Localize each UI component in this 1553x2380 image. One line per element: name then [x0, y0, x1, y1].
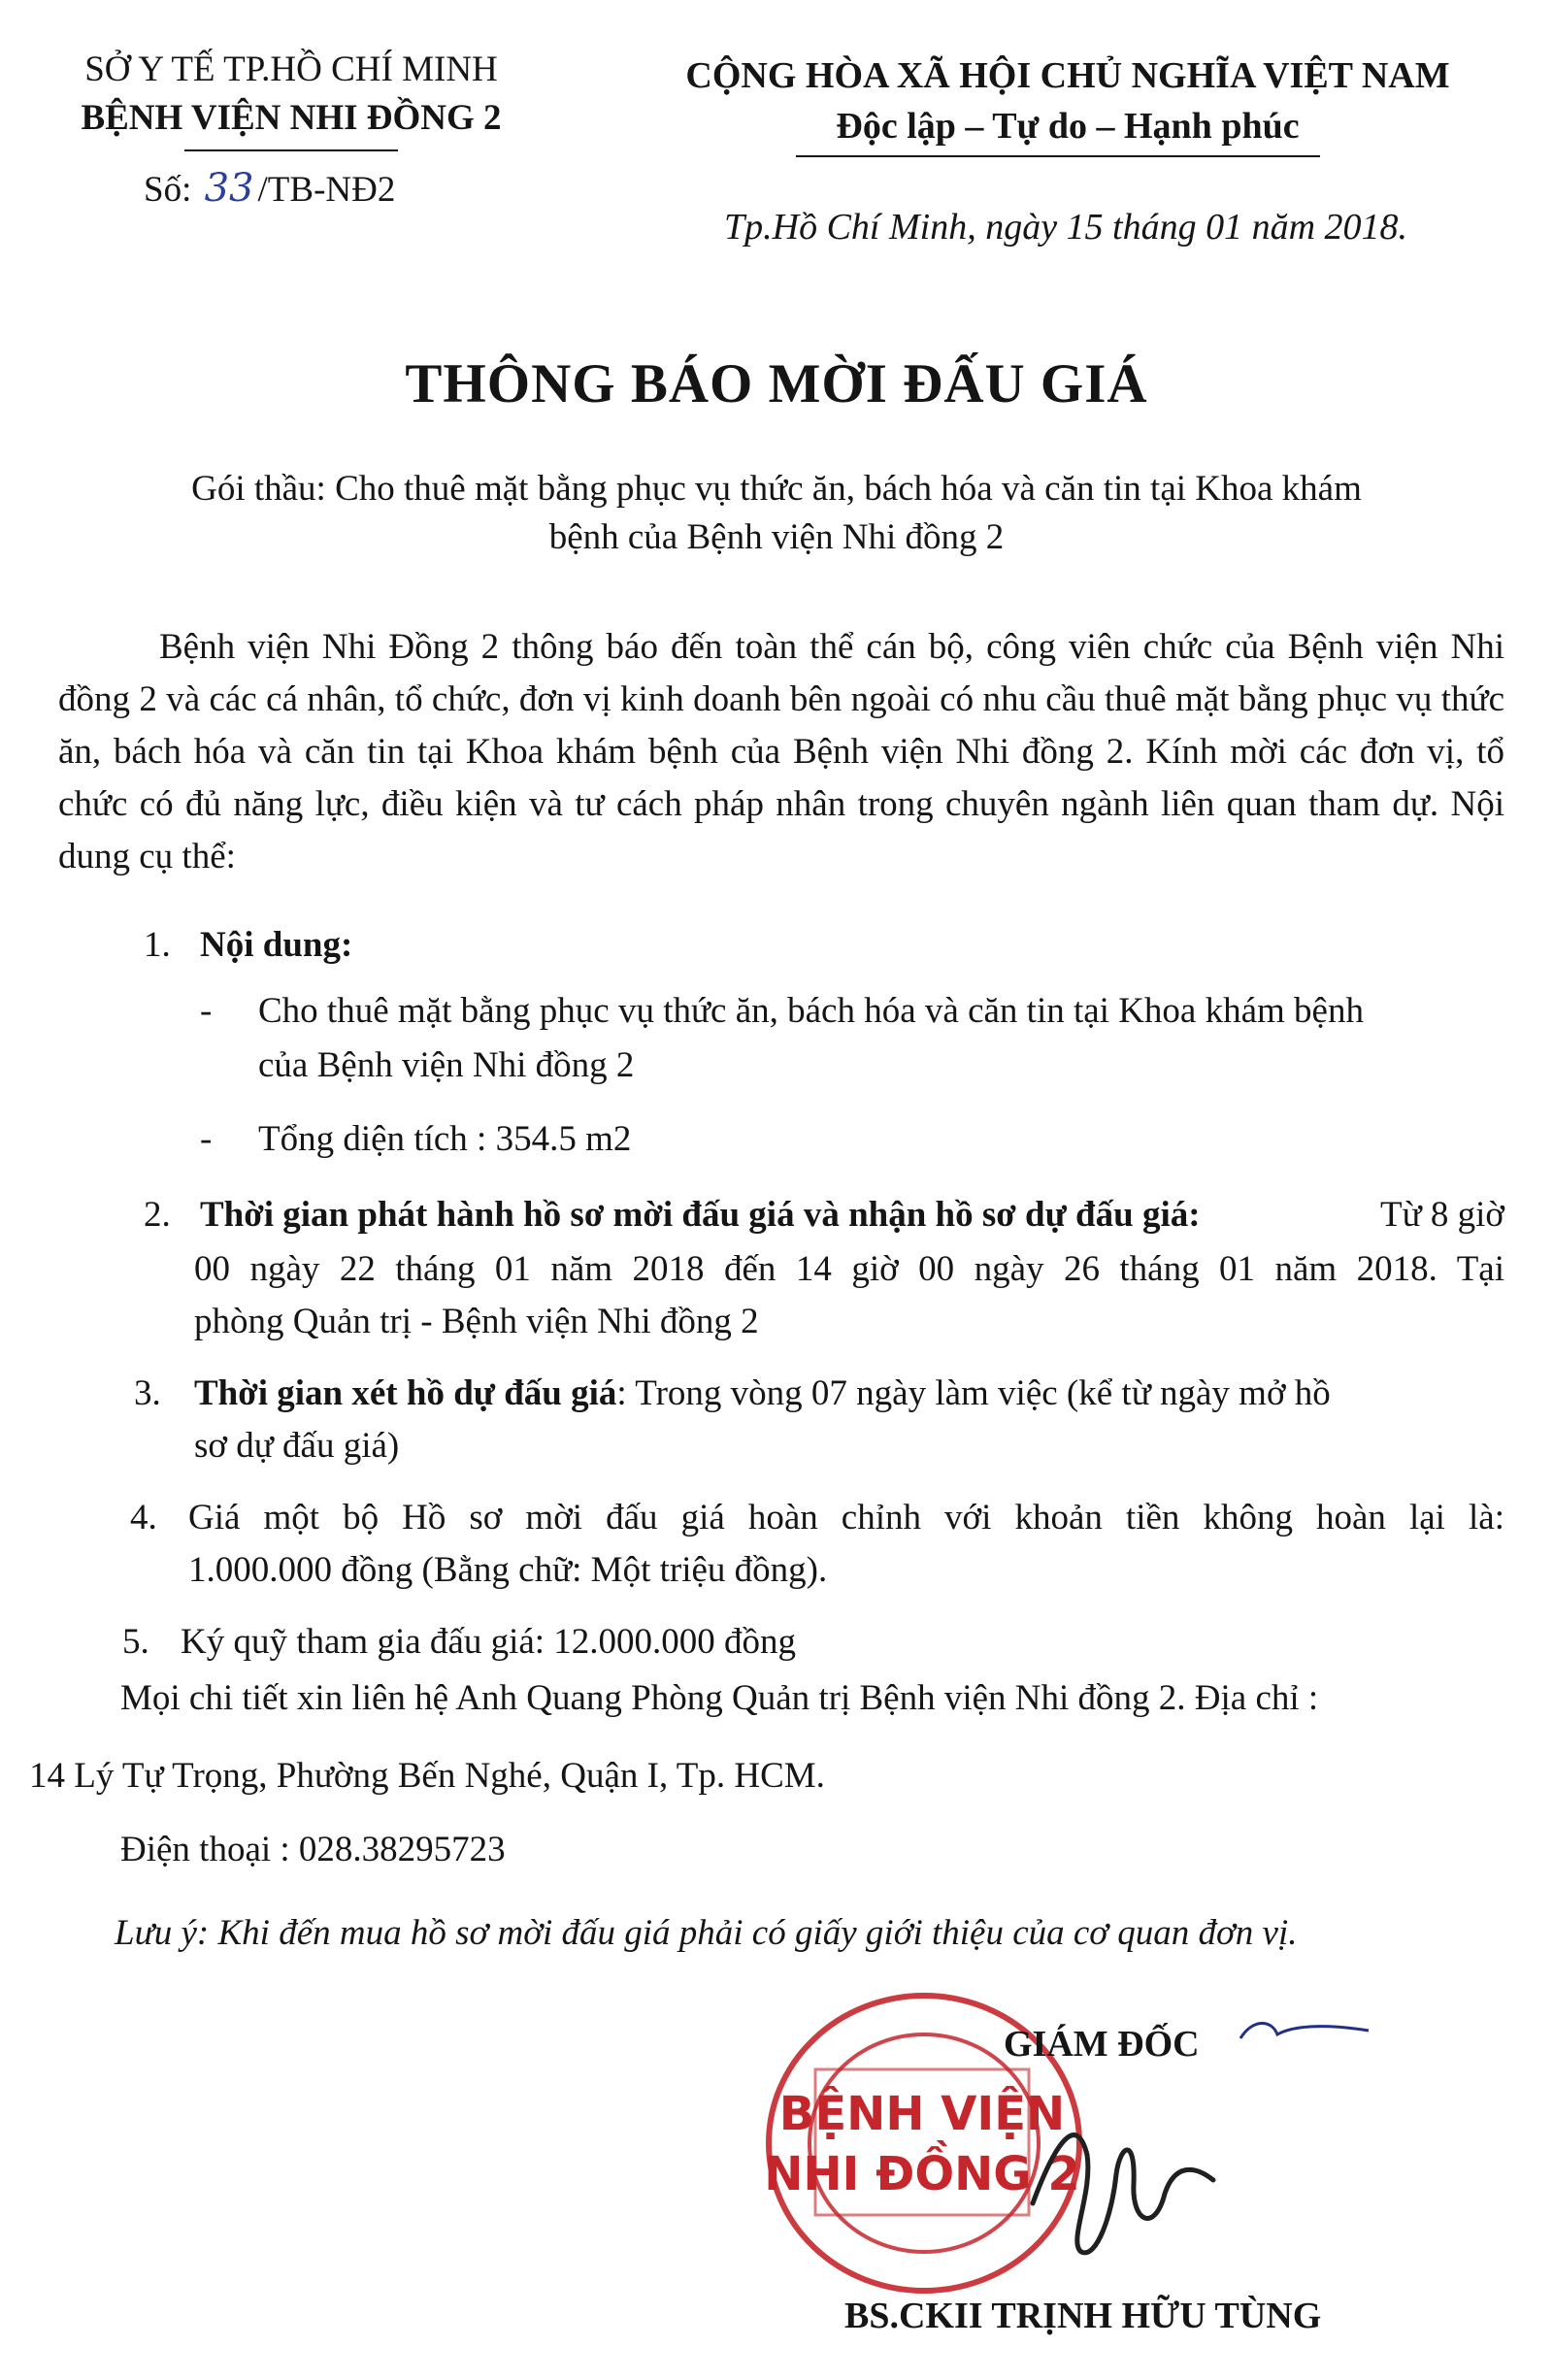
signer-name: BS.CKII TRỊNH HỮU TÙNG: [844, 2296, 1322, 2336]
agency-name: SỞ Y TẾ TP.HỒ CHÍ MINH: [84, 50, 498, 89]
item-4-number: 4.: [130, 1498, 157, 1537]
contact-phone: Điện thoại : 028.38295723: [120, 1830, 506, 1869]
item-5-text: Ký quỹ tham gia đấu giá: 12.000.000 đồng: [181, 1622, 797, 1662]
item-5-number: 5.: [122, 1622, 149, 1662]
item-4-line-2: 1.000.000 đồng (Bằng chữ: Một triệu đồng).: [188, 1550, 828, 1590]
item-1-sub2-dash: -: [200, 1119, 213, 1159]
item-2-line-2: 00 ngày 22 tháng 01 năm 2018 đến 14 giờ 00 ngày 26 tháng 01 năm 2018. Tại: [194, 1249, 1504, 1289]
item-3-text-start: : Trong vòng 07 ngày làm việc (kể từ ngày mở hồ: [616, 1373, 1331, 1413]
package-line-2: bệnh của Bệnh viện Nhi đồng 2: [548, 517, 1005, 557]
contact-address: 14 Lý Tự Trọng, Phường Bến Nghé, Quận I, Tp. HCM.: [29, 1756, 825, 1796]
stamp-line-1: BỆNH VIỆN: [778, 2087, 1066, 2141]
number-handwritten: 33: [204, 166, 254, 211]
item-3-heading: Thời gian xét hồ dự đấu giá: [194, 1373, 617, 1413]
item-3-line-2: sơ dự đấu giá): [194, 1426, 400, 1466]
number-prefix: Số:: [144, 170, 192, 210]
item-2-heading: Thời gian phát hành hồ sơ mời đấu giá và nhận hồ sơ dự đấu giá:: [200, 1195, 1201, 1235]
item-2-text-start: Từ 8 giờ: [1379, 1195, 1504, 1235]
contact-line-1: Mọi chi tiết xin liên hệ Anh Quang Phòng Quản trị Bệnh viện Nhi đồng 2. Địa chỉ :: [120, 1678, 1319, 1718]
item-2-number: 2.: [144, 1195, 171, 1235]
page-title: THÔNG BÁO MỜI ĐẤU GIÁ: [405, 353, 1148, 414]
item-4-line-1: Giá một bộ Hồ sơ mời đấu giá hoàn chỉnh với khoản tiền không hoàn lại là:: [188, 1498, 1504, 1537]
header-left-divider: [184, 149, 398, 151]
document-number: [144, 161, 395, 215]
national-motto: Độc lập – Tự do – Hạnh phúc: [836, 106, 1300, 147]
hospital-name: BỆNH VIỆN NHI ĐỒNG 2: [81, 98, 502, 138]
item-1-sub2: Tổng diện tích : 354.5 m2: [258, 1119, 632, 1159]
handwritten-signature: [1019, 2097, 1233, 2262]
header-right-divider: [796, 155, 1320, 157]
stamp-line-2: NHI ĐỒNG 2: [764, 2147, 1080, 2201]
package-line-1: Gói thầu: Cho thuê mặt bằng phục vụ thức ăn, bách hóa và căn tin tại Khoa khám: [191, 469, 1362, 509]
number-suffix: /TB-NĐ2: [257, 170, 396, 210]
item-1-sub1-line-2: của Bệnh viện Nhi đồng 2: [258, 1045, 635, 1085]
country-name: CỘNG HÒA XÃ HỘI CHỦ NGHĨA VIỆT NAM: [685, 55, 1450, 96]
item-3-line-1: [194, 1369, 1504, 1419]
item-3-number: 3.: [134, 1373, 161, 1413]
item-2-line-3: phòng Quản trị - Bệnh viện Nhi đồng 2: [194, 1302, 759, 1341]
note: Lưu ý: Khi đến mua hồ sơ mời đấu giá phải có giấy giới thiệu của cơ quan đơn vị.: [115, 1913, 1298, 1953]
item-1-number: 1.: [144, 925, 171, 965]
intro-paragraph: Bệnh viện Nhi Đồng 2 thông báo đến toàn thể cán bộ, công viên chức của Bệnh viện Nhi đồng 2 và các cá nhân, tổ chức, đơn vị kinh doanh bên ngoài có nhu cầu thuê mặt bằng phục vụ thức ăn, bách hóa và căn tin tại Khoa khám bệnh của Bệnh viện Nhi đồng 2. Kính mời các đơn vị, tổ chức có đủ năng lực, điều kiện và tư cách pháp nhân trong chuyên ngành liên quan tham dự. Nội dung cụ thể:: [58, 627, 1504, 876]
item-1-heading: Nội dung:: [200, 925, 353, 965]
signature-role: GIÁM ĐỐC: [1004, 2024, 1200, 2065]
item-1-sub1-dash: -: [200, 991, 213, 1031]
item-2-line-1: [200, 1190, 1504, 1240]
signature-flourish: [1233, 2013, 1378, 2052]
place-date: Tp.Hồ Chí Minh, ngày 15 tháng 01 năm 2018.: [724, 207, 1408, 248]
item-1-sub1-line-1: Cho thuê mặt bằng phục vụ thức ăn, bách hóa và căn tin tại Khoa khám bệnh: [258, 991, 1364, 1031]
